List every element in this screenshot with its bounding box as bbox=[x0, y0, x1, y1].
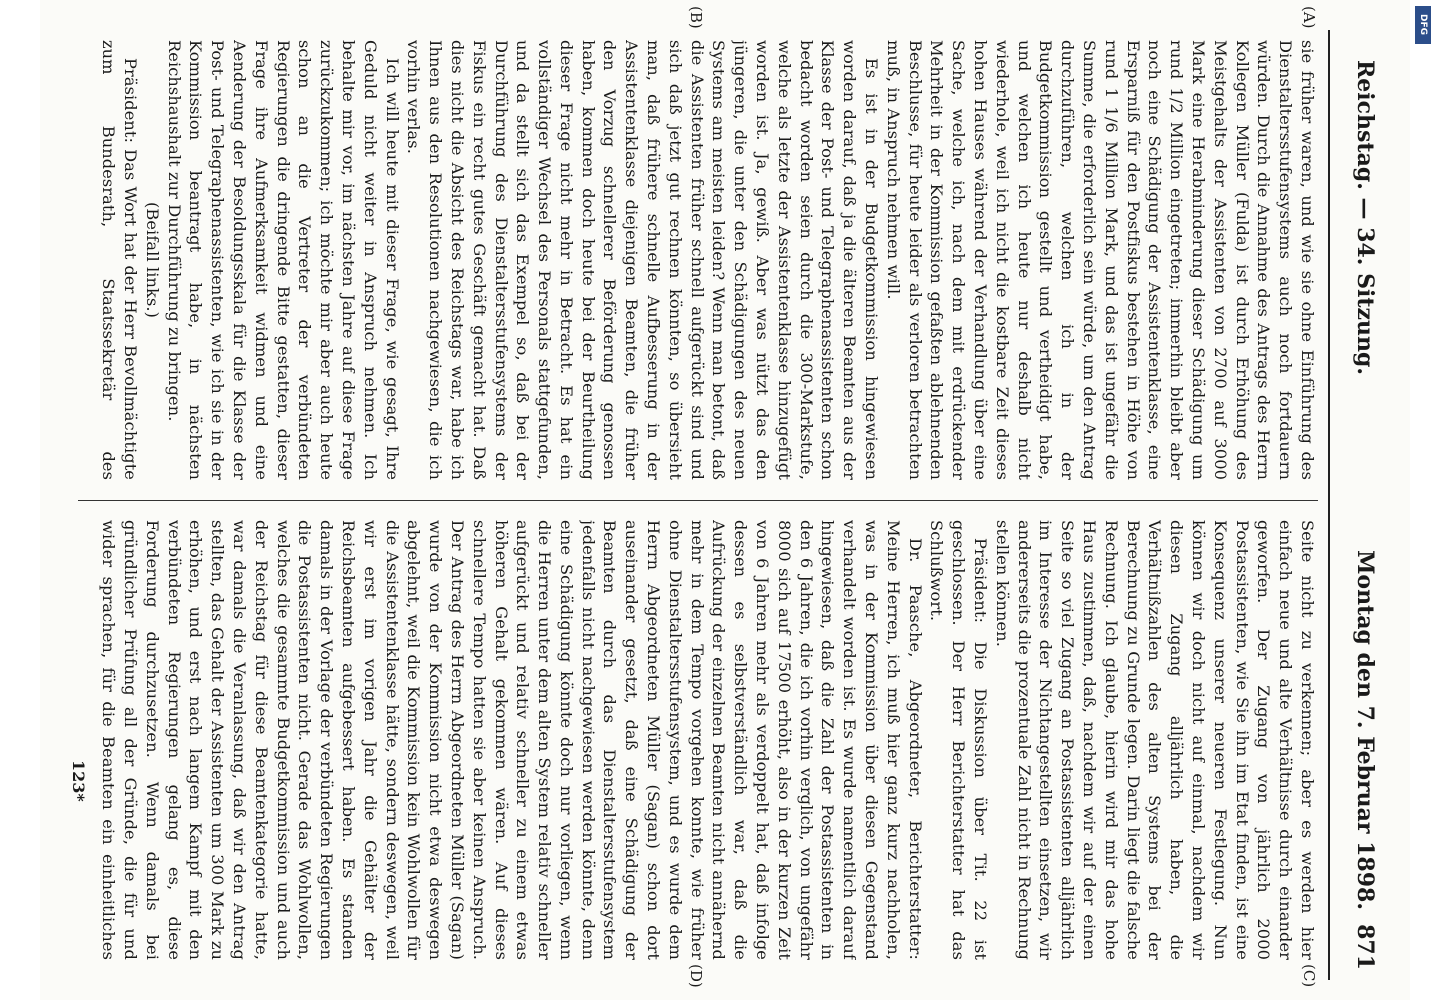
margin-marker-d: (D) bbox=[687, 964, 705, 988]
margin-marker-b: (B) bbox=[687, 6, 705, 29]
margin-marker-c: (C) bbox=[1300, 964, 1318, 988]
left-column bbox=[98, 40, 1318, 480]
page-header bbox=[1344, 30, 1384, 970]
dfg-logo-text: DFG bbox=[1418, 14, 1428, 36]
right-paragraph: Dr. Paasche, Abgeordneter, Berichterstatter: Meine Herren, ich muß hier ganz kurz nachholen, was in der Kommission über diesen Gegenstand verhandelt worden ist. Es wurde namentlich darauf hingewiesen, daß die Zahl der Postassistenten in den 6 Jahren, die ich vorhin verglich, von ungefähr 8000 sich auf 17500 erhöht, also in der kurzen Zeit von 6 Jahren mehr als verdoppelt hat, daß infolge dessen es selbstverständlich war, daß die Aufrückung der einzelnen Beamten nicht annähernd mehr in dem Tempo vorgehen konnte, wie früher ohne Dienstaltersstufensystem, und es wurde dem Herrn Abgeordneten Müller (Sagan) schon dort auseinander gesetzt, daß eine Schädigung der Beamten durch das Dienstaltersstufensystem jedenfalls nicht nachgewiesen werden könnte, denn eine Schädigung könnte doch nur vorliegen, wenn die Herren unter dem alten System relativ schneller aufgerückt und relativ schneller zu einem etwas höheren Gehalt gekommen wären. Auf dieses schnellere Tempo hatten sie aber keinen Anspruch. Der Antrag des Herrn Abgeordneten Müller (Sagan) wurde von der Kommission nicht etwa deswegen abgelehnt, weil die Kommission kein Wohlwollen für die Assistentenklasse hätte, sondern deswegen, weil wir erst im vorigen Jahr die Gehälter der Reichsbeamten aufgebessert haben. Es standen damals in der Vorlage der verbündeten Regierungen die Postassistenten nicht. Gerade das Wohlwollen, welches die gesammte Budgetkommission und auch der Reichstag für diese Beamtenkategorie hatte, war damals die Veranlassung, daß wir den Antrag stellten, das Gehalt der Assistenten um 300 Mark zu erhöhen, und erst nach langem Kampf mit den verbündeten Regierungen gelang es, diese Forderung durchzusetzen. Wenn damals bei gründlicher Prüfung all der Gründe, die für und wider sprachen, für die Beamten ein einheitliches bbox=[99, 520, 925, 960]
dfg-logo-icon bbox=[1415, 6, 1431, 44]
column-divider bbox=[78, 500, 1318, 501]
rotated-page bbox=[40, 0, 1410, 1000]
header-date: Montag den 7. Februar 1898. bbox=[1352, 550, 1378, 910]
page-number: 871 bbox=[1352, 924, 1378, 970]
right-column bbox=[98, 520, 1318, 960]
left-paragraph: (Beifall links.) bbox=[142, 201, 162, 319]
signature-mark: 123* bbox=[69, 760, 88, 802]
right-paragraph: Präsident: Die Diskussion über Tit. 22 ist geschlossen. Der Herr Berichterstatter hat das Schlußwort. bbox=[927, 520, 991, 960]
scanned-page bbox=[40, 0, 1410, 1000]
header-rule bbox=[1328, 30, 1330, 980]
digitization-sidebar bbox=[1412, 0, 1434, 1000]
left-paragraph: sie früher waren, und wie sie ohne Einführung des Dienstaltersstufensystems auch noch fortdauern würden. Durch die Annahme des Antrags des Herrn Kollegen Müller (Fulda) ist durch Erhöhung des Meistgehalts der Assistenten von 2700 auf 3000 Mark eine Herabminderung dieser Schädigung um rund 1/2 Million eingetreten; immerhin bleibt aber noch eine Schädigung der Assistentenklasse, eine Ersparniß für den Postfiskus bestehen in Höhe von rund 1 1/6 Million Mark, und das ist ungefähr die Summe, die erforderlich sein würde, um den Antrag durchzuführen, welchen ich in der Budgetkommission gestellt und vertheidigt habe, und welchen ich heute nur deshalb nicht wiederhole, weil ich nicht die kostbare Zeit dieses hohen Hauses während der Verhandlung über eine Sache, welche ich, nach dem mit erdrückender Mehrheit in der Kommission gefaßten ablehnenden Beschlusse, für heute leider als verloren betrachten muß, in Anspruch nehmen will. bbox=[883, 40, 1317, 480]
left-paragraph: Präsident: Das Wort hat der Herr Bevollmächtigte zum Bundesrath, Staatssekretär des bbox=[99, 40, 140, 480]
right-paragraph: Seite nicht zu verkennen; aber es werden hier einfach neue und alte Verhältnisse durch einander geworfen. Der Zugang von jährlich 2000 Postassistenten, wie Sie ihn im Etat finden, ist eine Konsequenz unserer neueren Festlegung. Nun können wir doch nicht auf einmal, nachdem wir diesen Zugang alljährlich haben, die Verhältnißzahlen des alten Systems bei der Berechnung zu Grunde legen. Darin liegt die falsche Rechnung. Ich glaube, hierin wird mir das hohe Haus zustimmen, daß, nachdem wir auf der einen Seite so viel Zugang an Postassistenten alljährlich im Interesse der Nichtangestellten einsetzen, wir andererseits die prozentuale Zahl nicht in Rechnung stellen können. bbox=[992, 520, 1317, 960]
margin-marker-a: (A) bbox=[1300, 6, 1318, 29]
left-paragraph: Es ist in der Budgetkommission hingewiesen worden darauf, daß ja die älteren Beamten aus der Klasse der Post- und Telegraphenassistenten schon bedacht worden seien durch die 300-Markstufe, welche als letzte der Assistentenklasse hinzugefügt worden ist. Ja, gewiß. Aber was nützt das den jüngeren, die unter den Schädigungen des neuen Systems am meisten leiden? Wenn man betont, daß die Assistenten früher schnell aufgerückt sind und sich daß jetzt gut rechnen könnten, so übersieht man, daß frühere schnelle Aufbesserung in der Assistentenklasse diejenigen Beamten, die früher den Vorzug schnellerer Beförderung genossen haben, kommen doch heute bei der Beurtheilung dieser Frage nicht mehr in Betracht. Es hat ein vollständiger Wechsel des Personals stattgefunden, und da stellt sich das Exempel so, daß bei der Durchführung des Dienstaltersstufensystems der Fiskus ein recht gutes Geschäft gemacht hat. Daß dies nicht die Absicht des Reichstags war, habe ich Ihnen aus den Resolutionen nachgewiesen, die ich vorhin verlas. bbox=[404, 40, 882, 480]
left-paragraph: Ich will heute mit dieser Frage, wie gesagt, Ihre Geduld nicht weiter in Anspruch nehmen. Ich behalte mir vor, im nächsten Jahre auf diese Frage zurückzukommen; ich möchte mir aber auch heute schon an die Vertreter der verbündeten Regierungen die dringende Bitte gestatten, dieser Frage ihre Aufmerksamkeit widmen und eine Aenderung der Besoldungsskala für die Klasse der Post- und Telegraphenassistenten, wie ich sie in der Kommission beantragt habe, in nächsten Reichshaushalt zur Durchführung zu bringen. bbox=[164, 40, 402, 480]
header-session: Reichstag. — 34. Sitzung. bbox=[1352, 60, 1378, 376]
